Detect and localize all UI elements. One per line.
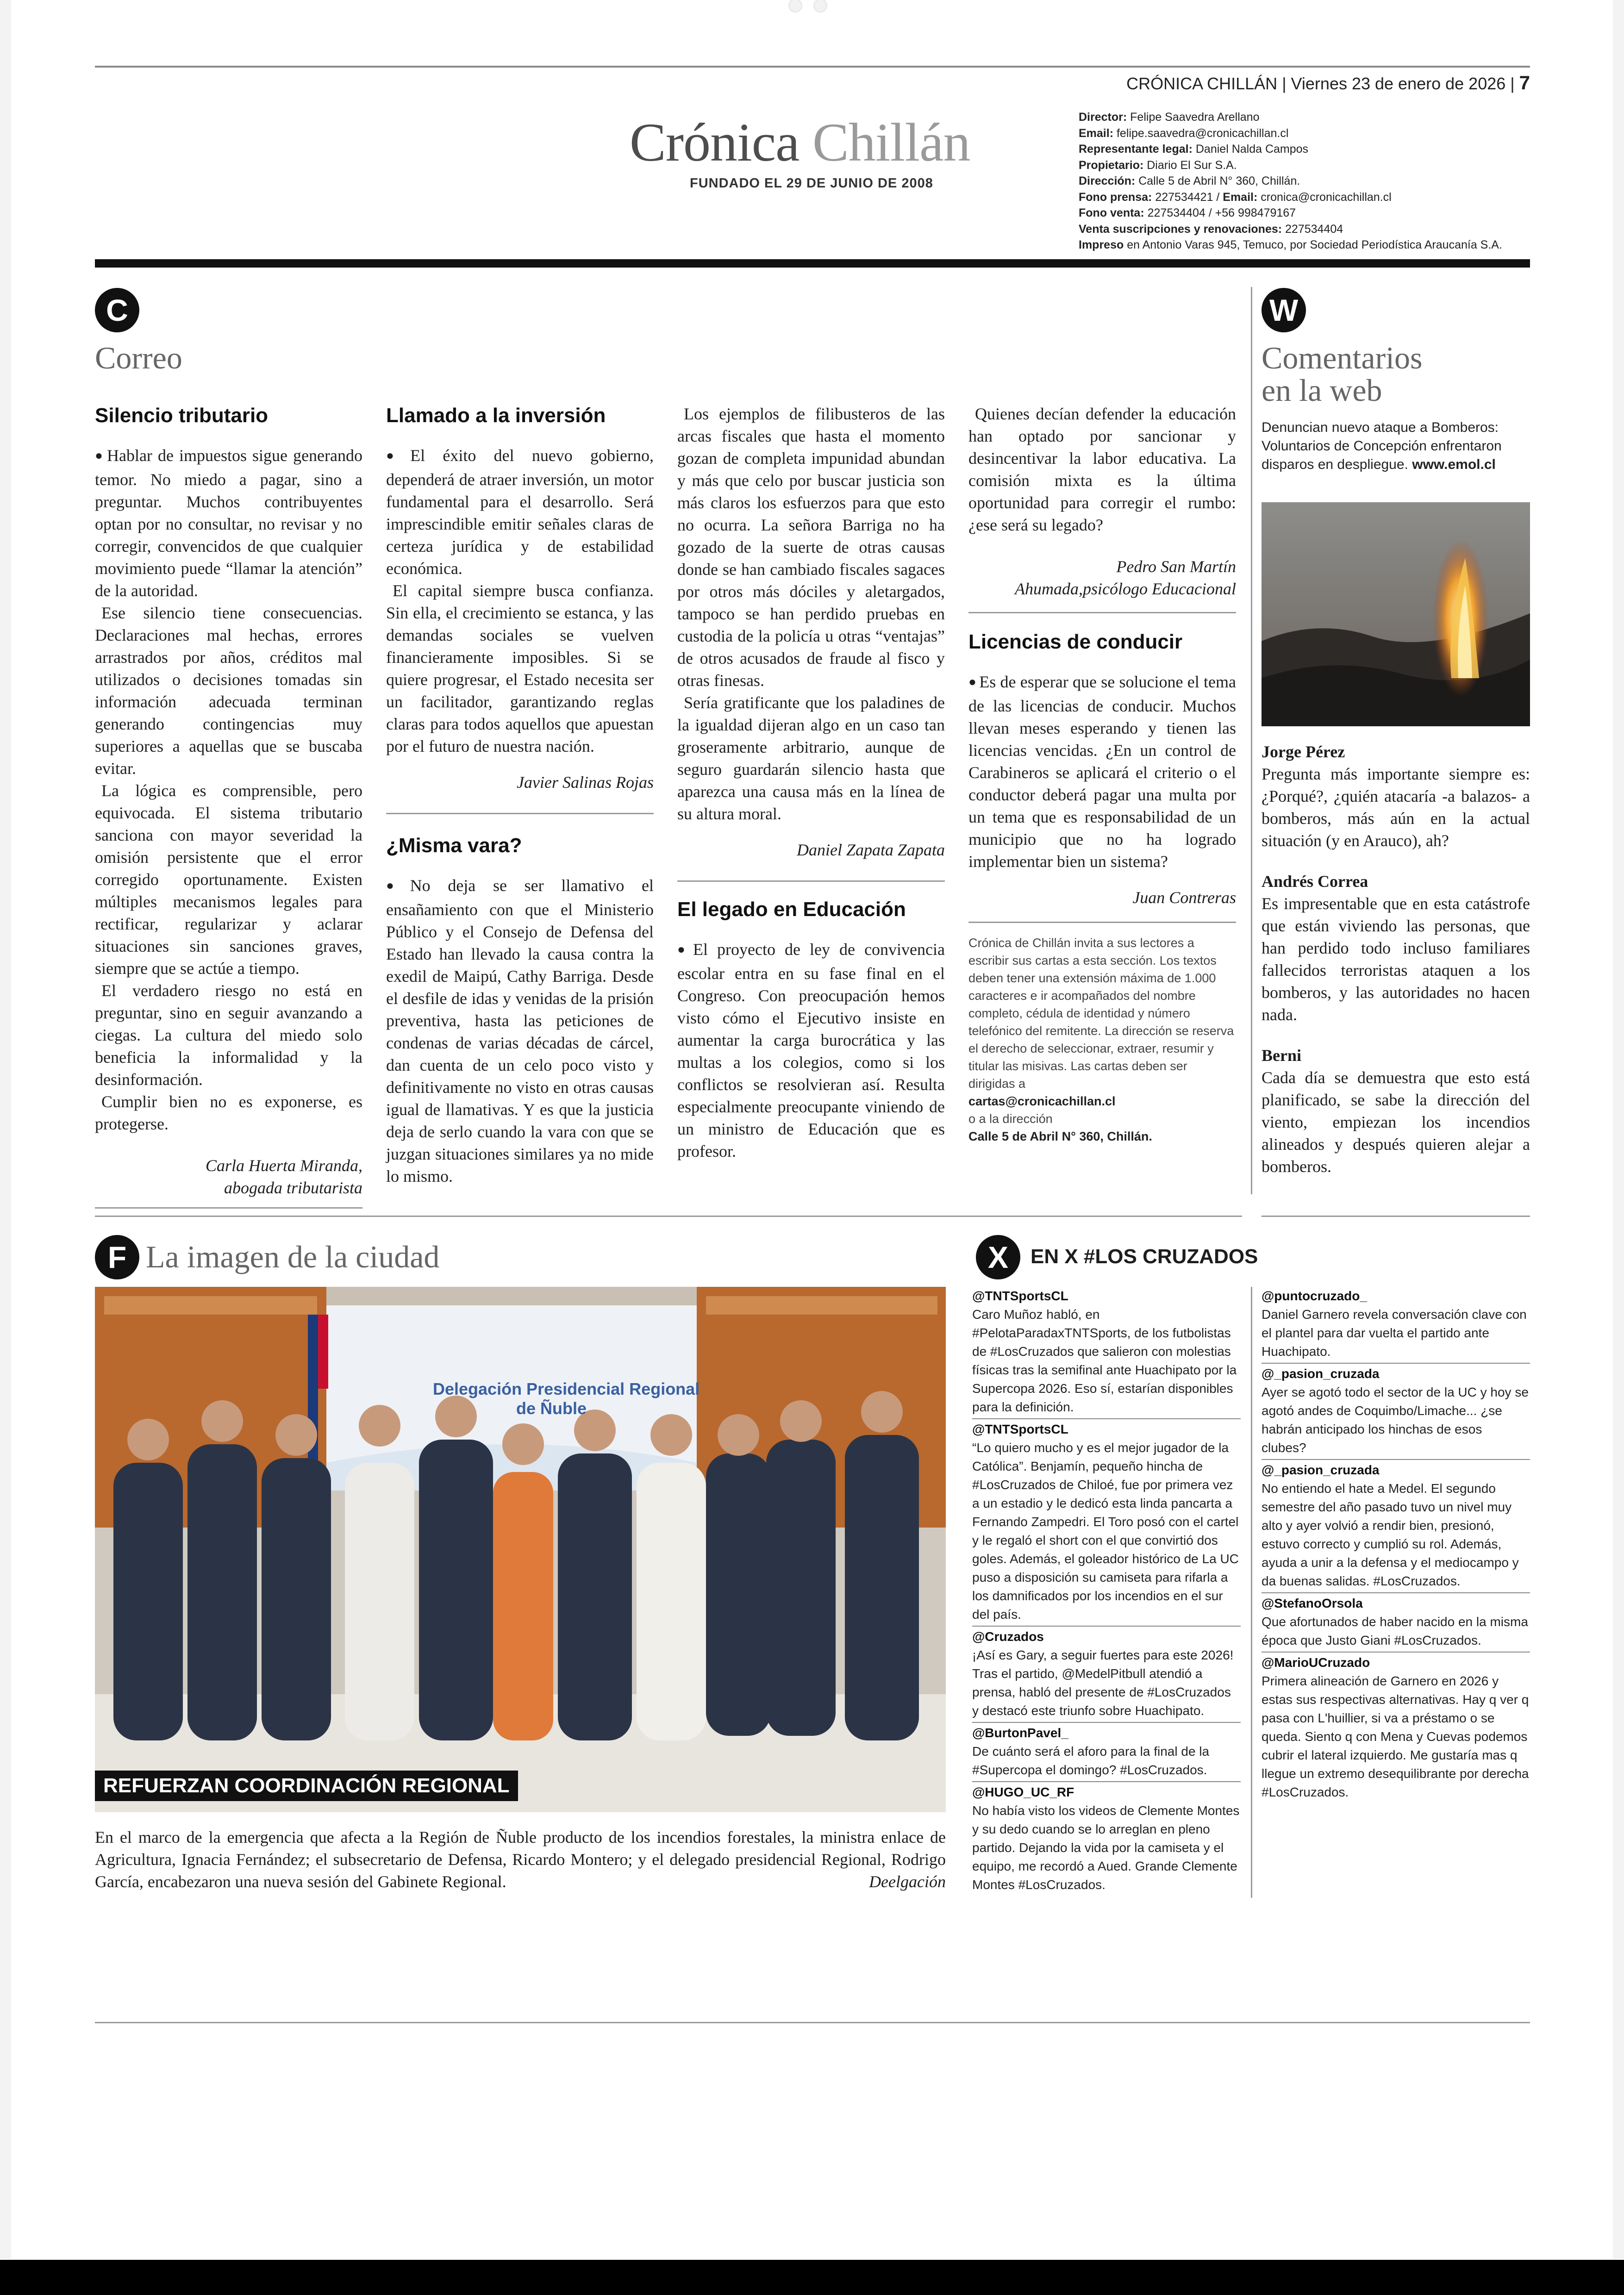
tweet-divider [1262,1592,1530,1593]
masthead-line [1079,173,1532,189]
letter-title: Licencias de conducir [968,630,1183,653]
letter-paragraph: Los ejemplos de filibusteros de las arcas fiscales que hasta el momento gozan de completa impunidad abundan y más que celo por buscar justicia son más claros los esfuerzos para que esto no ocurra. La señora Barriga no ha gozado de la suerte de otras causas donde se han cambiado fiscales sagaces por otros más dóciles y aletargados, tampoco se han perdido pruebas en custodia de la policía u otras “ventajas” de otros acusados de fraude al fisco y otras finesas. [677,405,945,690]
issue-separator: | [1282,74,1291,93]
masthead-line [1079,221,1532,237]
masthead-label: Venta suscripciones y renovaciones: [1079,222,1282,236]
masthead-value: Calle 5 de Abril N° 360, Chillán. [1138,175,1300,187]
column-rule [95,1207,362,1209]
tweet-user[interactable]: @TNTSportsCL [972,1289,1068,1303]
web-lead-source[interactable]: www.emol.cl [1412,457,1496,472]
logo-part-chillan: Chillán [812,112,970,173]
page-edge-right [1613,0,1624,2259]
photo-caption-tag: REFUERZAN COORDINACIÓN REGIONAL [95,1771,518,1801]
founded-line: FUNDADO EL 29 DE JUNIO DE 2008 [690,176,933,191]
x-title: EN X #LOS CRUZADOS [1031,1245,1258,1268]
letter-signature-role: abogada tributarista [224,1179,362,1197]
tweet-text: “Lo quiero mucho y es el mejor jugador de la Católica”. Benjamín, pequeño hincha de #LosCruzados de Chiloé, fue por primera vez a un estadio y le dedicó esta linda pancarta a Fernando Zampedri. El Toro posó con el cartel y le regaló el short con el que convirtió dos goles. Además, el goleador histórico de La UC puso a disposición su camiseta para rifarla a los damnificados por los incendios en el sur del país. [972,1441,1239,1621]
group-photo-scene [95,1287,946,1812]
logo-part-cronica: Crónica [630,112,800,173]
column-2 [386,403,654,1187]
web-title-1: Comentarios [1262,340,1423,375]
tweet-user[interactable]: @HUGO_UC_RF [972,1785,1074,1799]
column-4 [968,403,1236,1145]
web-comments [1262,741,1530,1178]
photo-credit: Deelgación [869,1872,946,1891]
section-rule [1262,1216,1530,1217]
section-rule [95,1216,1242,1217]
tweet-user[interactable]: @BurtonPavel_ [972,1726,1068,1740]
issue-line [1126,72,1530,94]
comment-author: Berni [1262,1046,1301,1065]
photo-caption-text: En el marco de la emergencia que afecta a la Región de Ñuble producto de los incendios forestales, la ministra enlace de Agricultura, Ignacia Fernández; el subsecretario de Defensa, Ricardo Montero; y el delegado presidencial Regional, Rodrigo García, encabezaron una nueva sesión del Gabinete Regional. [95,1828,946,1891]
masthead-label: Director: [1079,111,1127,124]
imagen-title: La imagen de la ciudad [146,1239,440,1274]
masthead-label: Representante legal: [1079,143,1193,156]
note-text: Crónica de Chillán invita a sus lectores a escribir sus cartas a esta sección. Los textos deben tener una extensión máxima de 1.000 caracteres e ir acompañados del nombre completo, cédula de identidad y número telefónico del remitente. La dirección se reserva el derecho de seleccionar, extraer, resumir y titular las misivas. Las cartas deben ser dirigidas a [968,936,1234,1091]
masthead-value: 227534421 / [1155,190,1223,204]
comment-text: Cada día se demuestra que esto está planificado, se sabe la dirección del viento, empiezan los incendios alineados y después quieren alejar a bomberos. [1262,1068,1530,1176]
tweet-user[interactable]: @MarioUCruzado [1262,1655,1370,1670]
letter-title: Silencio tributario [95,404,269,427]
letter-signature-role: Ahumada,psicólogo Educacional [1015,580,1236,598]
header-thick-rule [95,259,1530,268]
masthead-line [1079,157,1532,174]
letter-paragraph: El capital siempre busca confianza. Sin ella, el crecimiento se estanca, y las demandas sociales se vuelven financieramente imposibles. Si se quiere progresar, el Estado necesita ser un facilitador, garantizando reglas claras para todos aquellos que apuestan por el futuro de nuestra nación. [386,581,654,755]
masthead-value: felipe.saavedra@cronicachillan.cl [1116,126,1289,140]
tweet-user[interactable]: @_pasion_cruzada [1262,1463,1380,1477]
tweet-divider [1262,1652,1530,1653]
masthead-line [1079,141,1532,157]
column-3 [677,403,945,1162]
tweet-user[interactable]: @Cruzados [972,1629,1044,1644]
letter-title: El legado en Educación [677,898,906,921]
footer-rule [95,2022,1530,2023]
tweet-user[interactable]: @_pasion_cruzada [1262,1366,1380,1381]
page-edge-left [0,0,11,2259]
letter-paragraph: ● El éxito del nuevo gobierno, dependerá de atraer inversión, un motor fundamental para el desarrollo. Será imprescindible emitir señales claras de certeza jurídica y de estabilidad económica. [386,444,654,580]
wildfire-photo [1262,502,1530,726]
tweet-divider [972,1722,1241,1723]
letter-title: Llamado a la inversión [386,404,606,427]
letter-paragraph: La lógica es comprensible, pero equivocada. El sistema tributario sanciona con mayor severidad la omisión persistente que el error corregido oportunamente. Existen múltiples mecanismos legales para rectificar, regularizar y aclarar situaciones sin sanciones graves, siempre que se actúe a tiempo. [95,781,362,978]
photo-banner [433,1379,700,1418]
masthead-line [1079,189,1532,206]
letter-paragraph: ● No deja se ser llamativo el ensañamiento con que el Ministerio Público y el Consejo de Defensa del Estado han llevado la causa contra la exedil de Maipú, Cathy Barriga. Desde el desfile de idas y venidas de la prisión preventiva, hasta las peticiones de condenas de varias décadas de cárcel, dan cuenta de un celo poco visto y definitivamente no visto en otras causas igual de llamativas. Y es que la justicia deja de serlo cuando la vara con que se juzgan situaciones similares ya no mide lo mismo. [386,874,654,1187]
tweet-text: Ayer se agotó todo el sector de la UC y hoy se agotó andes de Coquimbo/Limache... ¿se habrán anticipado los hinchas de esos clubes? [1262,1385,1529,1455]
letter-silencio-tributario [95,403,362,1209]
tweet-text: ¡Así es Gary, a seguir fuertes para este 2026! Tras el partido, @MedelPitbull atendió a prensa, habló del presente de #LosCruzados y destacó este triunfo sobre Huachipato. [972,1648,1234,1718]
photo-banner-line2: de Ñuble [516,1399,587,1418]
web-icon: W [1262,288,1306,332]
tweet-divider [972,1626,1241,1627]
letter-paragraph: Sería gratificante que los paladines de la igualdad dijeran algo en un caso tan groseramente arbitrario, aunque de seguro guardarán silencio hasta que aparezca una causa más en la línea de su altura moral. [677,693,945,823]
letter-paragraph: El verdadero riesgo no está en preguntar, sino en seguir avanzando a ciegas. La cultura del miedo solo beneficia la informalidad y la desinformación. [95,981,362,1089]
masthead-info [1079,109,1532,253]
tweet-text: Caro Muñoz habló, en #PelotaParadaxTNTSports, de los futbolistas de #LosCruzados que salieron con molestias físicas tras la semifinal ante Huachipato por la Supercopa 2026. Eso sí, estarían disponibles para la definición. [972,1307,1237,1414]
tweet-divider [1262,1363,1530,1364]
correo-title: Correo [95,340,182,375]
x-column-1 [972,1287,1241,1894]
masthead-label: Fono venta: [1079,206,1144,219]
tweet-user[interactable]: @puntocruzado_ [1262,1289,1367,1303]
tweet-divider [1262,1459,1530,1460]
header-rule [95,66,1530,68]
masthead-label: Email: [1079,126,1114,140]
tweet-text: Que afortunados de haber nacido en la misma época que Justo Giani #LosCruzados. [1262,1615,1528,1647]
imagen-icon: F [95,1235,139,1279]
x-divider [1251,1287,1252,1898]
page-number: 7 [1519,72,1530,94]
masthead-value: en Antonio Varas 945, Temuco, por Sociedad Periodística Araucanía S.A. [1127,238,1502,251]
masthead-value: Diario El Sur S.A. [1147,158,1237,172]
masthead-label: Dirección: [1079,175,1136,187]
masthead-value: 227534404 / +56 998479167 [1147,206,1296,219]
correo-icon: C [95,288,139,332]
comment-author: Andrés Correa [1262,872,1368,891]
photo-banner-line1: Delegación Presidencial Regional [433,1379,700,1398]
letter-signature: Pedro San Martín [1116,557,1236,576]
web-lead [1262,418,1530,474]
tweet-user[interactable]: @StefanoOrsola [1262,1596,1363,1610]
letter-title: ¿Misma vara? [386,834,522,857]
tweet-text: Primera alineación de Garnero en 2026 y estas sus respectivas alternativas. Hay q ver q pasa con L'huillier, si va a préstamo o se queda. Siento q con Mena y Cuevas podemos cubrir el lateral izquierdo. Me gustaría mas q llegue un extremo desequilibrante por derecha #LosCruzados. [1262,1674,1529,1799]
masthead-label: Impreso [1079,238,1124,251]
tweet-text: No había visto los videos de Clemente Montes y su dedo cuando se lo arreglan en pleno partido. Dejando la vida por la camiseta y el equipo, me recordó a Aued. Grande Clemente Montes #LosCruzados. [972,1803,1240,1892]
issue-paper: CRÓNICA CHILLÁN [1126,74,1278,93]
tweet-user[interactable]: @TNTSportsCL [972,1422,1068,1436]
tweet-text: No entiendo el hate a Medel. El segundo semestre del año pasado tuvo un nivel muy alto y ayer volvió a rendir bien, presionó, estuvo correcto y cumplió su rol. Además, ayuda a unir a la defensa y el mediocampo y da buenas salidas. #LosCruzados. [1262,1481,1519,1588]
newspaper-logo[interactable] [630,111,970,174]
bottom-bar [0,2260,1624,2295]
letters-invitation-note [968,934,1236,1145]
letter-paragraph: Cumplir bien no es exponerse, es protegerse. [95,1092,362,1133]
letter-paragraph: Quienes decían defender la educación han optado por sancionar y desincentivar la labor educativa. La comisión mixta es la última oportunidad para corregir el rumbo: ¿ese será su legado? [968,405,1236,534]
group-photo [95,1287,946,1812]
letter-paragraph: ● El proyecto de ley de convivencia escolar entra en su fase final en el Congreso. Con preocupación hemos visto cómo el Ejecutivo insiste en aumentar la carga burocrática y las multas a los colegios, como si los conflictos se resolvieran así. Resulta especialmente preocupante viniendo de un ministro de Educación que es profesor. [677,938,945,1162]
masthead-value: Felipe Saavedra Arellano [1130,111,1260,124]
letter-paragraph: Ese silencio tiene consecuencias. Declaraciones mal hechas, errores arrastrados por años, créditos mal utilizados o decisiones tomadas sin información adecuada terminan generando contingencias muy superiores a aquellas que se buscaba evitar. [95,604,362,778]
masthead-label: Propietario: [1079,158,1144,172]
masthead-label: Fono prensa: [1079,190,1152,204]
masthead-line [1079,125,1532,142]
photo-caption [95,1826,946,1893]
section-divider [1251,287,1252,1194]
letter-signature: Daniel Zapata Zapata [796,841,945,859]
tweet-divider [972,1418,1241,1419]
note-or: o a la dirección [968,1112,1053,1126]
tweet-divider [972,1781,1241,1782]
letter-signature: Javier Salinas Rojas [517,773,654,792]
pager-dots[interactable] [782,0,833,16]
masthead-value: cronica@cronicachillan.cl [1261,190,1392,204]
note-email[interactable]: cartas@cronicachillan.cl [968,1094,1116,1108]
letter-paragraph: ● Hablar de impuestos sigue generando temor. No miedo a pagar, sino a preguntar. Muchos contribuyentes optan por no consultar, no revisar y no corregir, convencidos de que cualquier movimiento puede “llamar la atención” de la autoridad. [95,444,362,602]
letter-signature: Juan Contreras [1132,888,1236,907]
masthead-line [1079,109,1532,125]
letter-signature: Carla Huerta Miranda, [205,1156,362,1175]
masthead-value: Daniel Nalda Campos [1195,143,1309,156]
masthead-value: 227534404 [1285,222,1343,236]
masthead-line [1079,237,1532,253]
tweet-text: De cuánto será el aforo para la final de la #Supercopa el domingo? #LosCruzados. [972,1744,1210,1777]
comment-text: Pregunta más importante siempre es: ¿Porqué?, ¿quién atacaría -a balazos- a bomberos, más aún en la actual situación (y en Arauco), ah? [1262,765,1530,850]
web-title-2: en la web [1262,373,1382,408]
comment-author: Jorge Pérez [1262,742,1345,761]
letter-paragraph: ● Es de esperar que se solucione el tema de las licencias de conducir. Muchos llevan meses esperando y tienen las licencias vencidas. ¿En un control de Carabineros se aplicará el criterio o el conductor deberá pagar una multa por un tema que es responsabilidad de un municipio que no ha logrado implementar bien un sistema? [968,671,1236,873]
column-rule [968,922,1236,923]
masthead-label: Email: [1223,190,1258,204]
issue-separator: | [1510,74,1519,93]
note-address: Calle 5 de Abril N° 360, Chillán. [968,1129,1152,1143]
x-icon: X [976,1235,1020,1279]
tweet-text: Daniel Garnero revela conversación clave con el plantel para dar vuelta el partido ante Huachipato. [1262,1307,1527,1359]
comment-text: Es impresentable que en esta catástrofe que están viviendo las personas, que han perdido todo incluso familiares fallecidos terroristas ataquen a los bomberos, y las autoridades no hacen nada. [1262,894,1530,1024]
issue-date: Viernes 23 de enero de 2026 [1291,74,1506,93]
web-lead-text: Denuncian nuevo ataque a Bomberos: Voluntarios de Concepción enfrentaron disparos en despliegue. [1262,420,1502,472]
masthead-line [1079,205,1532,221]
x-column-2 [1262,1287,1530,1802]
